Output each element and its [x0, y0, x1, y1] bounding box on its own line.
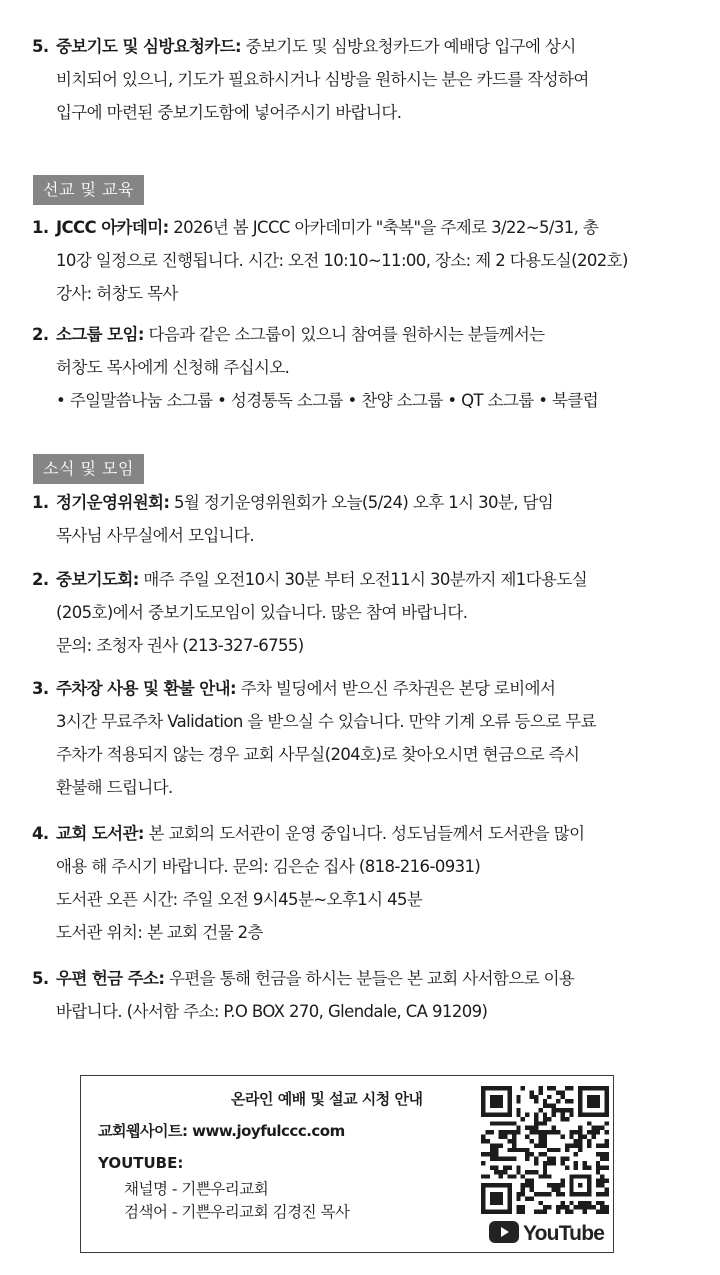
library-item: [32, 817, 688, 949]
youtube-logo-text: YouTube: [523, 1222, 605, 1245]
item-text: 도서관 오픈 시간: 주일 오전 9시45분~오후1시 45분: [56, 890, 423, 909]
youtube-channel: 채널명 - 기쁜우리교회: [124, 1180, 269, 1198]
item-number: 5.: [32, 37, 49, 56]
item-number: 1.: [32, 493, 49, 512]
item-number: 2.: [32, 570, 49, 589]
prayer-card-item: [32, 30, 688, 129]
item-number: 1.: [32, 218, 49, 237]
youtube-label: YOUTUBE:: [98, 1154, 184, 1172]
section-label-mission: 선교 및 교육: [33, 175, 144, 205]
youtube-logo-icon[interactable]: [489, 1219, 605, 1245]
item-text: 5월 정기운영위원회가 오늘(5/24) 오후 1시 30분, 담임: [169, 493, 554, 512]
item-text: 2026년 봄 JCCC 아카데미가 "축복"을 주제로 3/22~5/31, 총: [168, 218, 599, 237]
item-text: 매주 주일 오전10시 30분 부터 오전11시 30분까지 제1다용도실: [138, 570, 588, 589]
mail-offering-item: [32, 962, 688, 1028]
item-title: 중보기도 및 심방요청카드:: [56, 37, 242, 56]
item-text: 허창도 목사에게 신청해 주십시오.: [56, 358, 290, 377]
item-text: 애용 해 주시기 바랍니다. 문의: 김은순 집사 (818-216-0931): [56, 857, 481, 876]
section-label-news: 소식 및 모임: [33, 454, 144, 484]
committee-item: [32, 486, 688, 552]
online-worship-title: 온라인 예배 및 설교 시청 안내: [231, 1090, 423, 1108]
academy-item: [32, 211, 688, 310]
item-number: 3.: [32, 679, 49, 698]
item-text: 3시간 무료주차 Validation 을 받으실 수 있습니다. 만약 기계 오류 등으로 무료: [56, 712, 596, 731]
item-title: 교회 도서관:: [56, 824, 144, 843]
item-text: (205호)에서 중보기도모임이 있습니다. 많은 참여 바랍니다.: [56, 603, 468, 622]
item-title: 중보기도회:: [56, 570, 139, 589]
item-title: 소그룹 모임:: [56, 325, 144, 344]
item-text: 목사님 사무실에서 모입니다.: [56, 526, 255, 545]
item-number: 5.: [32, 969, 49, 988]
item-number: 4.: [32, 824, 49, 843]
prayer-meeting-item: [32, 563, 688, 662]
item-text: 10강 일정으로 진행됩니다. 시간: 오전 10:10~11:00, 장소: 제 2 다용도실(202호): [56, 251, 628, 270]
item-number: 2.: [32, 325, 49, 344]
item-title: 주차장 사용 및 환불 안내:: [56, 679, 236, 698]
parking-item: [32, 672, 688, 804]
item-title: JCCC 아카데미:: [56, 218, 169, 237]
item-text: 바랍니다. (사서함 주소: P.O BOX 270, Glendale, CA 91209): [56, 1002, 488, 1021]
item-text: 문의: 조청자 권사 (213-327-6755): [56, 636, 304, 655]
item-text: 주차가 적용되지 않는 경우 교회 사무실(204호)로 찾아오시면 현금으로 즉시: [56, 745, 580, 764]
item-text: 도서관 위치: 본 교회 건물 2층: [56, 923, 263, 942]
item-text: 다음과 같은 소그룹이 있으니 참여를 원하시는 분들께서는: [143, 325, 545, 344]
item-text: 비치되어 있으니, 기도가 필요하시거나 심방을 원하시는 분은 카드를 작성하여: [56, 70, 589, 89]
item-text: 환불해 드립니다.: [56, 778, 173, 797]
item-text: 입구에 마련된 중보기도함에 넣어주시기 바랍니다.: [56, 103, 402, 122]
item-title: 정기운영위원회:: [56, 493, 170, 512]
qr-code-icon[interactable]: [481, 1086, 609, 1214]
item-text: 주차 빌딩에서 받으신 주차권은 본당 로비에서: [235, 679, 556, 698]
youtube-search-keyword: 검색어 - 기쁜우리교회 김경진 목사: [124, 1203, 350, 1221]
website-link[interactable]: 교회웹사이트: www.joyfulccc.com: [98, 1122, 345, 1140]
small-group-item: [32, 318, 688, 417]
item-text: 중보기도 및 심방요청카드가 예배당 입구에 상시: [241, 37, 576, 56]
item-title: 우편 헌금 주소:: [56, 969, 165, 988]
item-text: • 주일말씀나눔 소그룹 • 성경통독 소그룹 • 찬양 소그룹 • QT 소그룹 • 북클럽: [56, 391, 599, 410]
item-text: 강사: 허창도 목사: [56, 284, 178, 303]
item-text: 우편을 통해 헌금을 하시는 분들은 본 교회 사서함으로 이용: [164, 969, 575, 988]
item-text: 본 교회의 도서관이 운영 중입니다. 성도님들께서 도서관을 많이: [143, 824, 585, 843]
online-worship-box: [80, 1075, 614, 1253]
